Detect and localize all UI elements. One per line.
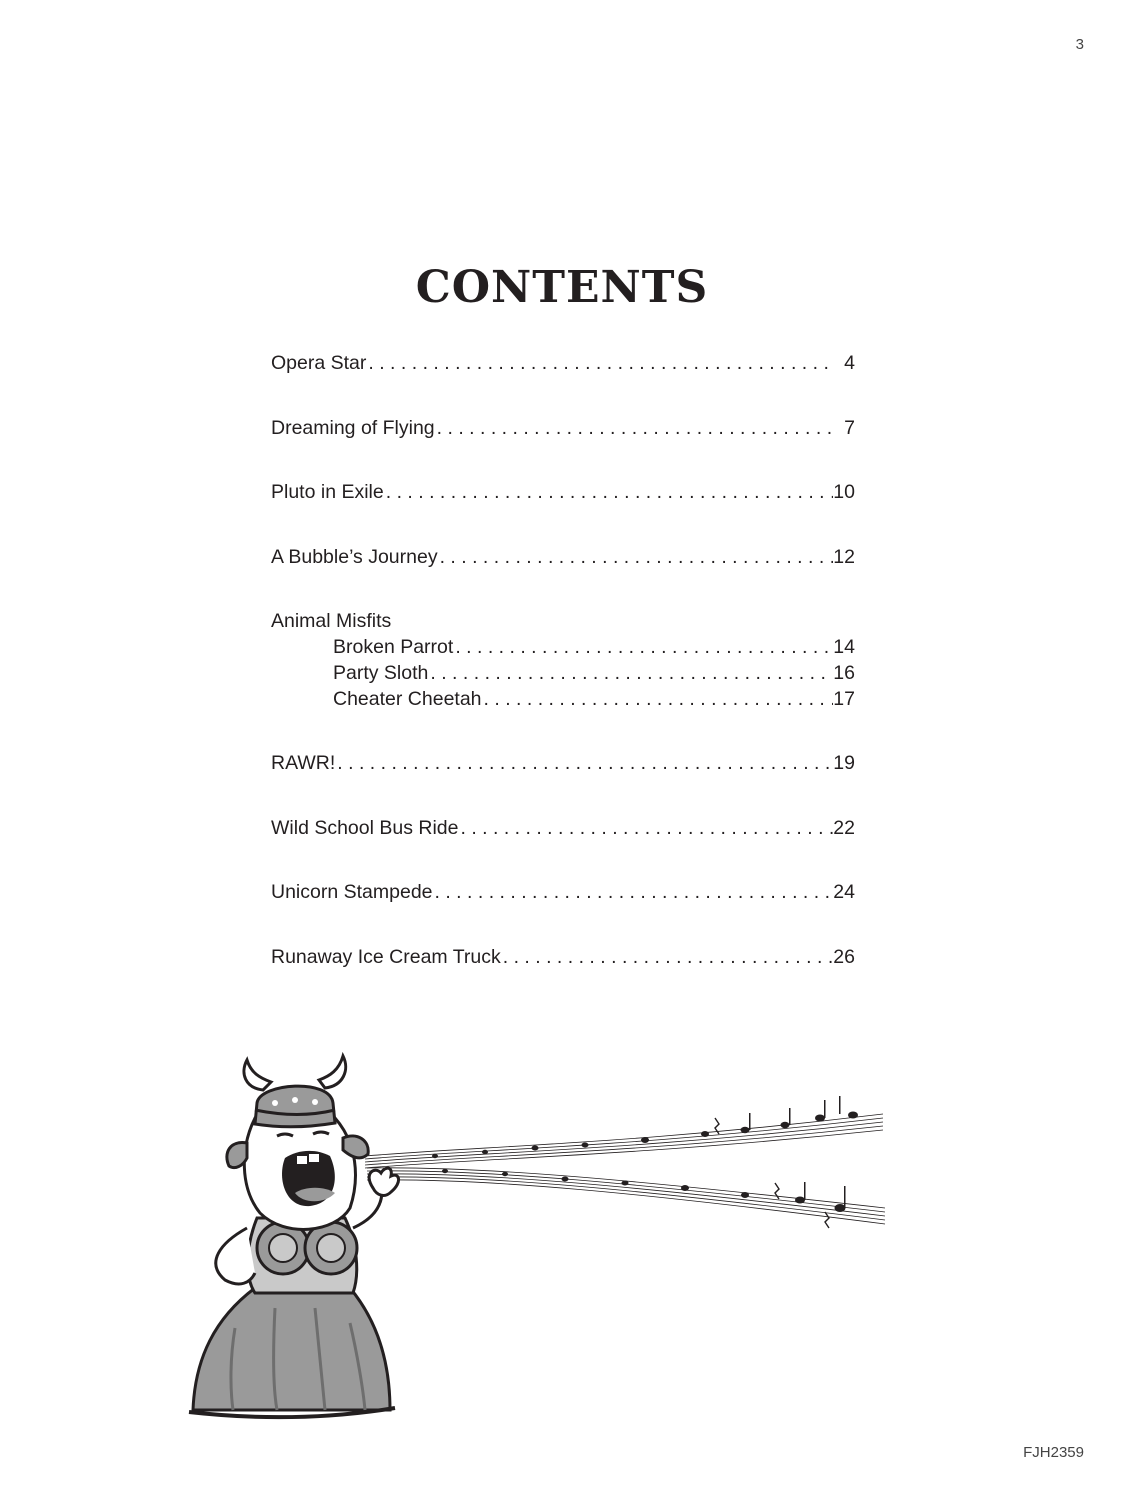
music-staff-streams [365,1114,885,1224]
catalog-code: FJH2359 [1023,1444,1084,1461]
toc-entry-page: 4 [844,352,855,374]
toc-subentry-party-sloth[interactable] [333,662,855,688]
toc-entry-page: 22 [833,817,855,839]
toc-subentry-label: Party Sloth [333,662,429,684]
toc-entry-label: Dreaming of Flying [271,417,435,439]
dot-leader [455,636,833,659]
opera-singer-viking-illustration [185,1048,895,1428]
toc-entry-page: 24 [833,881,855,903]
toc-entry-page: 7 [844,417,855,439]
dot-leader [461,817,834,840]
toc-entry-page: 10 [833,481,855,503]
toc-entry-label: Wild School Bus Ride [271,817,459,839]
toc-subentry-cheater-cheetah[interactable] [333,688,855,714]
dot-leader [503,946,833,969]
dot-leader [440,546,833,569]
toc-subentry-page: 16 [833,662,855,684]
toc-entry-runaway-ice-cream-truck[interactable] [271,946,855,972]
toc-entry-dreaming-of-flying[interactable] [271,417,855,443]
toc-entry-page: 19 [833,752,855,774]
dot-leader [484,688,833,711]
music-notes [432,1096,858,1228]
toc-entry-page: 26 [833,946,855,968]
toc-group-title: Animal Misfits [271,610,392,632]
dot-leader [435,881,833,904]
toc-subentry-page: 14 [833,636,855,658]
toc-subentry-page: 17 [833,688,855,710]
toc-subentry-label: Broken Parrot [333,636,454,658]
page-title: CONTENTS [415,262,709,313]
toc-entry-opera-star[interactable] [271,352,855,378]
toc-entry-page: 12 [833,546,855,568]
toc-entry-wild-school-bus-ride[interactable] [271,817,855,843]
toc-entry-a-bubbles-journey[interactable] [271,546,855,572]
toc-subentry-broken-parrot[interactable] [333,636,855,662]
dot-leader [337,752,833,775]
toc-entry-rawr[interactable] [271,752,855,778]
toc-entry-label: Unicorn Stampede [271,881,433,903]
dot-leader [430,662,833,685]
toc-entry-label: Runaway Ice Cream Truck [271,946,501,968]
toc-entry-pluto-in-exile[interactable] [271,481,855,507]
toc-entry-label: RAWR! [271,752,336,774]
toc-entry-label: Opera Star [271,352,367,374]
toc-entry-unicorn-stampede[interactable] [271,881,855,907]
toc-entry-label: A Bubble’s Journey [271,546,438,568]
dot-leader [437,417,833,440]
dot-leader [386,481,833,504]
dot-leader [368,352,833,375]
toc-subentry-label: Cheater Cheetah [333,688,482,710]
page-number: 3 [1075,36,1084,53]
toc-entry-label: Pluto in Exile [271,481,384,503]
